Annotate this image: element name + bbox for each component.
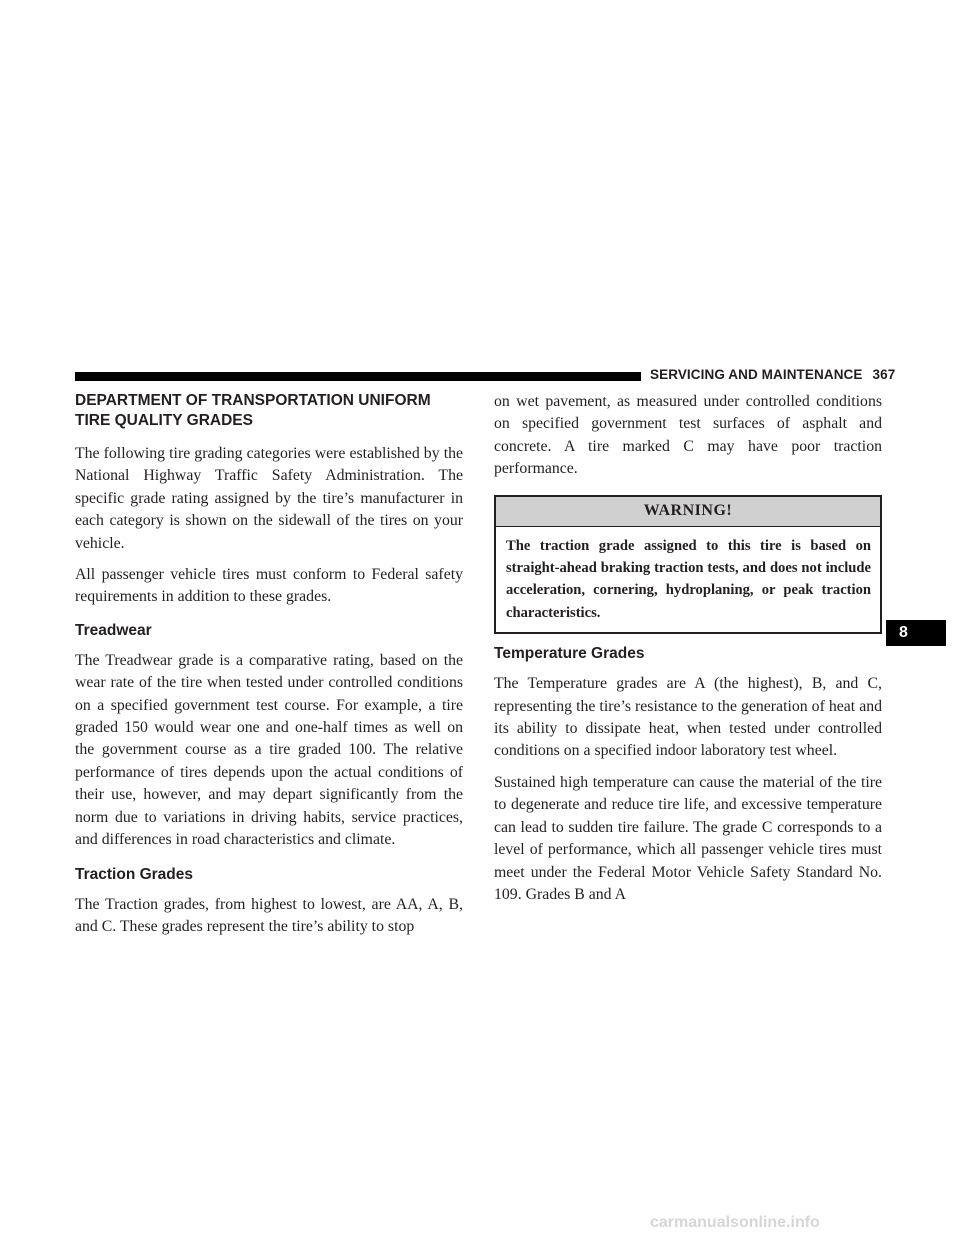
intro-paragraph: The following tire grading categories were established by the National Highway Traffic Safety Administration. The specific grade rating assigned by the tire’s manufacturer in each category is shown on the sidewall of the tires on your vehicle. [75, 445, 463, 552]
treadwear-heading: Treadwear [75, 621, 152, 639]
running-header [650, 367, 895, 382]
warning-box [494, 495, 882, 635]
temperature-paragraph: The Temperature grades are A (the highest), B, and C, representing the tire’s resistance to the generation of heat and its ability to dissipate heat, when tested under controlled conditions on a specified indoor laboratory test wheel. [494, 675, 882, 760]
right-column [494, 391, 882, 915]
warning-title: WARNING! [496, 497, 880, 527]
section-tab: 8 [886, 620, 946, 646]
main-heading-line2: TIRE QUALITY GRADES [75, 412, 253, 429]
traction-paragraph: The Traction grades, from highest to lowest, are AA, A, B, and C. These grades represent the tire’s ability to stop [75, 895, 463, 935]
sustained-temperature-paragraph: Sustained high temperature can cause the material of the tire to degenerate and reduce tire life, and excessive temperature can lead to sudden tire failure. The grade C corresponds to a level of performance, which all passenger vehicle tires must meet under the Federal Motor Vehicle Safety Standard No. 109. Grades B and A [494, 773, 882, 903]
temperature-heading: Temperature Grades [494, 645, 645, 663]
main-heading [75, 391, 463, 431]
left-column [75, 391, 463, 947]
main-heading-line1: DEPARTMENT OF TRANSPORTATION UNIFORM [75, 392, 431, 409]
conform-paragraph: All passenger vehicle tires must conform to Federal safety requirements in addition to these grades. [75, 566, 463, 606]
header-rule [75, 372, 641, 381]
page-number: 367 [872, 367, 896, 382]
section-title: SERVICING AND MAINTENANCE [650, 367, 863, 382]
traction-continued-paragraph: on wet pavement, as measured under controlled conditions on specified government test surfaces of asphalt and concrete. A tire marked C may have poor traction performance. [494, 393, 882, 478]
treadwear-paragraph: The Treadwear grade is a comparative rating, based on the wear rate of the tire when tested under controlled conditions on a specified government test course. For example, a tire graded 150 would wear one and one-half times as well on the government course as a tire graded 100. The relative performance of tires depends upon the actual conditions of their use, however, and may depart significantly from the norm due to variations in driving habits, service practices, and differences in road characteristics and climate. [75, 651, 463, 849]
traction-heading: Traction Grades [75, 865, 194, 883]
watermark: carmanualsonline.info [650, 1214, 820, 1231]
warning-text: The traction grade assigned to this tire is based on straight-ahead braking traction tests, and does not include acceleration, cornering, hydroplaning, or peak traction characteristics. [506, 537, 871, 621]
